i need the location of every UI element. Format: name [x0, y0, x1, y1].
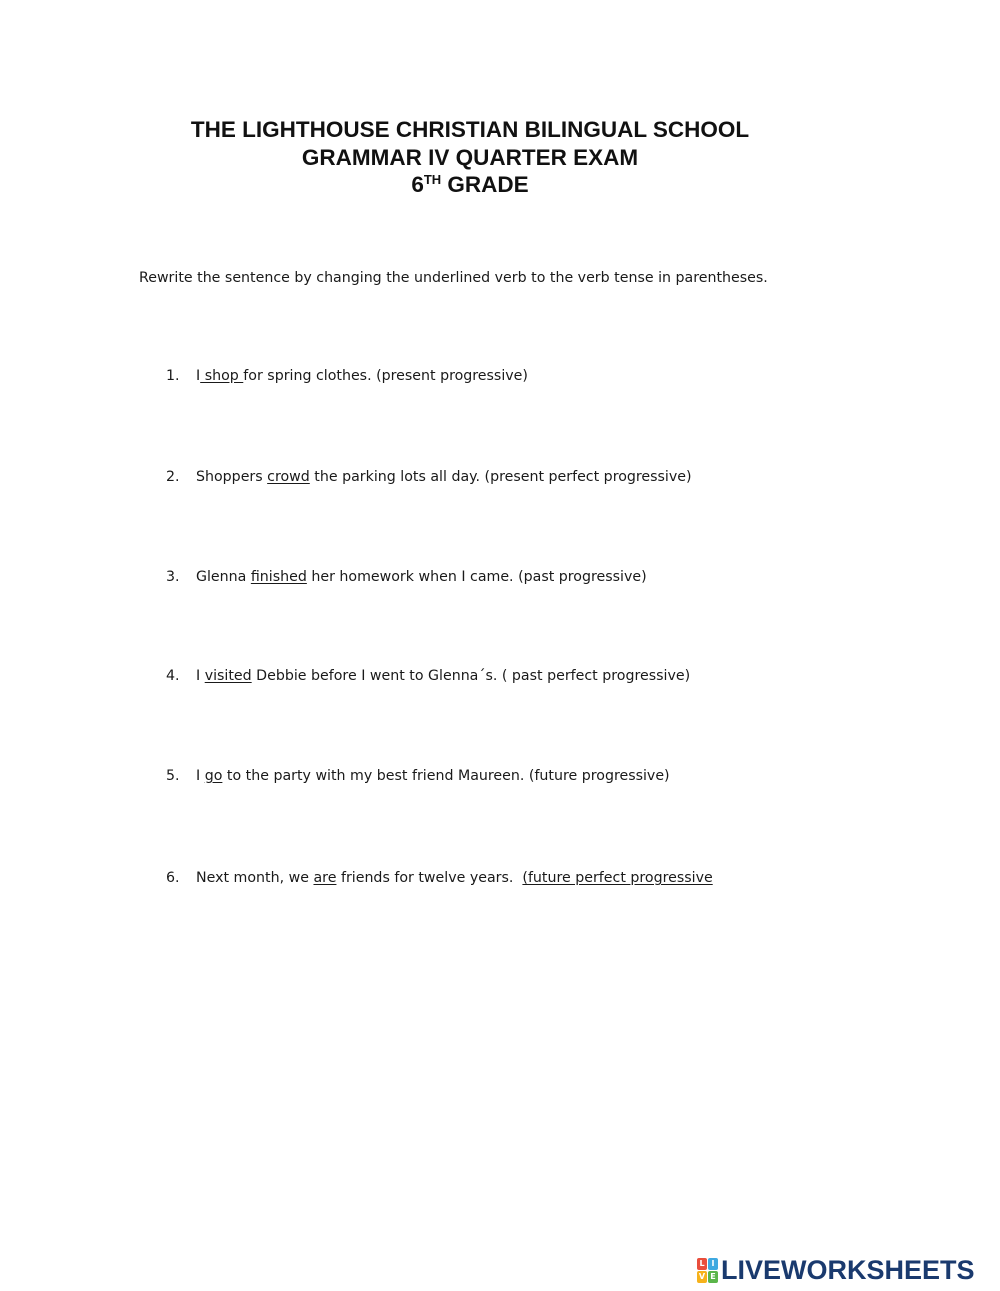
question-item-2: [166, 469, 692, 485]
sentence-end: the parking lots all day. (present perfect progressive): [309, 469, 692, 485]
sentence-end: friends for twelve years.: [336, 870, 523, 886]
sentence-start: I: [196, 768, 205, 784]
sentence-end: to the party with my best friend Maureen. (future progressive): [222, 768, 670, 784]
question-item-6: [166, 870, 713, 886]
sentence-start: Next month, we: [196, 870, 314, 886]
school-name: THE LIGHTHOUSE CHRISTIAN BILINGUAL SCHOOL: [190, 117, 750, 142]
question-number: 4.: [166, 668, 180, 684]
sentence-end: her homework when I came. (past progressive): [306, 569, 647, 585]
underlined-verb: go: [204, 768, 223, 784]
exam-header: [0, 116, 940, 202]
underlined-verb: finished: [250, 569, 307, 585]
question-item-4: [166, 668, 690, 684]
question-number: 3.: [166, 569, 180, 585]
sentence-start: Glenna: [196, 569, 251, 585]
logo-icon-letter: V: [698, 1271, 706, 1281]
question-item-5: [166, 768, 670, 784]
grade-word: GRADE: [441, 172, 529, 197]
question-number: 5.: [166, 768, 180, 784]
question-number: 1.: [166, 368, 180, 384]
question-item-3: [166, 569, 647, 585]
sentence-start: Shoppers: [196, 469, 268, 485]
logo-icon-letter: I: [708, 1258, 718, 1270]
instructions-text: Rewrite the sentence by changing the underlined verb to the verb tense in parentheses.: [139, 270, 768, 286]
underlined-verb: shop: [200, 368, 244, 384]
question-number: 6.: [166, 870, 180, 886]
underlined-tense: (future perfect progressive: [522, 870, 713, 886]
logo-icon-letter: E: [708, 1271, 718, 1283]
underlined-verb: visited: [204, 668, 252, 684]
exam-title: GRAMMAR IV QUARTER EXAM: [301, 144, 639, 170]
sentence-end: for spring clothes. (present progressive): [243, 368, 528, 384]
liveworksheets-icon: [697, 1258, 718, 1283]
sentence-start: I: [196, 368, 201, 384]
grade-number: 6: [411, 172, 424, 197]
question-item-1: [166, 368, 528, 384]
underlined-verb: crowd: [267, 469, 310, 485]
sentence-start: I: [196, 668, 205, 684]
underlined-verb: are: [313, 870, 337, 886]
logo-icon-letter: L: [697, 1258, 707, 1270]
grade-label: [0, 171, 940, 202]
sentence-end: Debbie before I went to Glenna´s. ( past perfect progressive): [251, 668, 691, 684]
grade-ordinal-suffix: TH: [423, 172, 442, 187]
liveworksheets-logo: [697, 1255, 975, 1285]
logo-wordmark: LIVEWORKSHEETS: [721, 1254, 975, 1285]
question-number: 2.: [166, 469, 180, 485]
